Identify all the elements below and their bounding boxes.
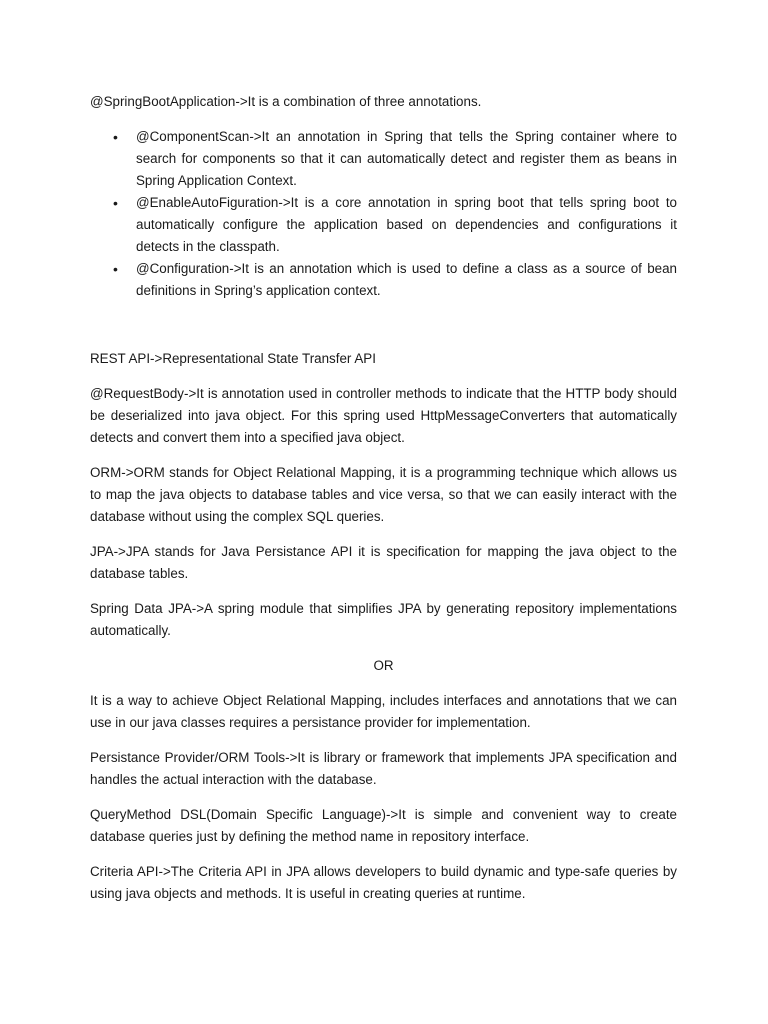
list-item-text: @Configuration->It is an annotation which is used to define a class as a source of bean definitions in Spring’s application context. bbox=[136, 261, 677, 298]
list-item-text: @ComponentScan->It an annotation in Spring that tells the Spring container where to search for components so that it can automatically detect and register them as beans in Spring Application Context. bbox=[136, 129, 677, 188]
annotation-list bbox=[90, 126, 677, 302]
query-method-paragraph: QueryMethod DSL(Domain Specific Language)->It is simple and convenient way to create database queries just by defining the method name in repository interface. bbox=[90, 807, 677, 844]
document-page bbox=[90, 91, 677, 905]
rest-api-paragraph: REST API->Representational State Transfer API bbox=[90, 351, 376, 366]
list-item-text: @EnableAutoFiguration->It is a core annotation in spring boot that tells spring boot to automatically configure the application based on dependencies and configurations it detects in the classpath. bbox=[136, 195, 677, 254]
criteria-api-paragraph: Criteria API->The Criteria API in JPA allows developers to build dynamic and type-safe queries by using java objects and methods. It is useful in creating queries at runtime. bbox=[90, 864, 677, 901]
section-spacer bbox=[90, 302, 677, 348]
persistance-provider-paragraph: Persistance Provider/ORM Tools->It is library or framework that implements JPA specification and handles the actual interaction with the database. bbox=[90, 750, 677, 787]
orm-paragraph: ORM->ORM stands for Object Relational Mapping, it is a programming technique which allows us to map the java objects to database tables and vice versa, so that we can easily interact with the database without using the complex SQL queries. bbox=[90, 465, 677, 524]
intro-paragraph: @SpringBootApplication->It is a combination of three annotations. bbox=[90, 94, 482, 109]
list-item bbox=[90, 192, 677, 258]
bullet-icon: • bbox=[113, 261, 118, 277]
list-item bbox=[90, 258, 677, 302]
spring-data-jpa-paragraph: Spring Data JPA->A spring module that simplifies JPA by generating repository implementations automatically. bbox=[90, 601, 677, 638]
jpa-alt-paragraph: It is a way to achieve Object Relational Mapping, includes interfaces and annotations that we can use in our java classes requires a persistance provider for implementation. bbox=[90, 693, 677, 730]
jpa-paragraph: JPA->JPA stands for Java Persistance API it is specification for mapping the java object to the database tables. bbox=[90, 544, 677, 581]
or-separator: OR bbox=[373, 658, 394, 673]
request-body-paragraph: @RequestBody->It is annotation used in controller methods to indicate that the HTTP body should be deserialized into java object. For this spring used HttpMessageConverters that automatically detects and convert them into a specified java object. bbox=[90, 386, 677, 445]
bullet-icon: • bbox=[113, 195, 118, 211]
list-item bbox=[90, 126, 677, 192]
bullet-icon: • bbox=[113, 129, 118, 145]
